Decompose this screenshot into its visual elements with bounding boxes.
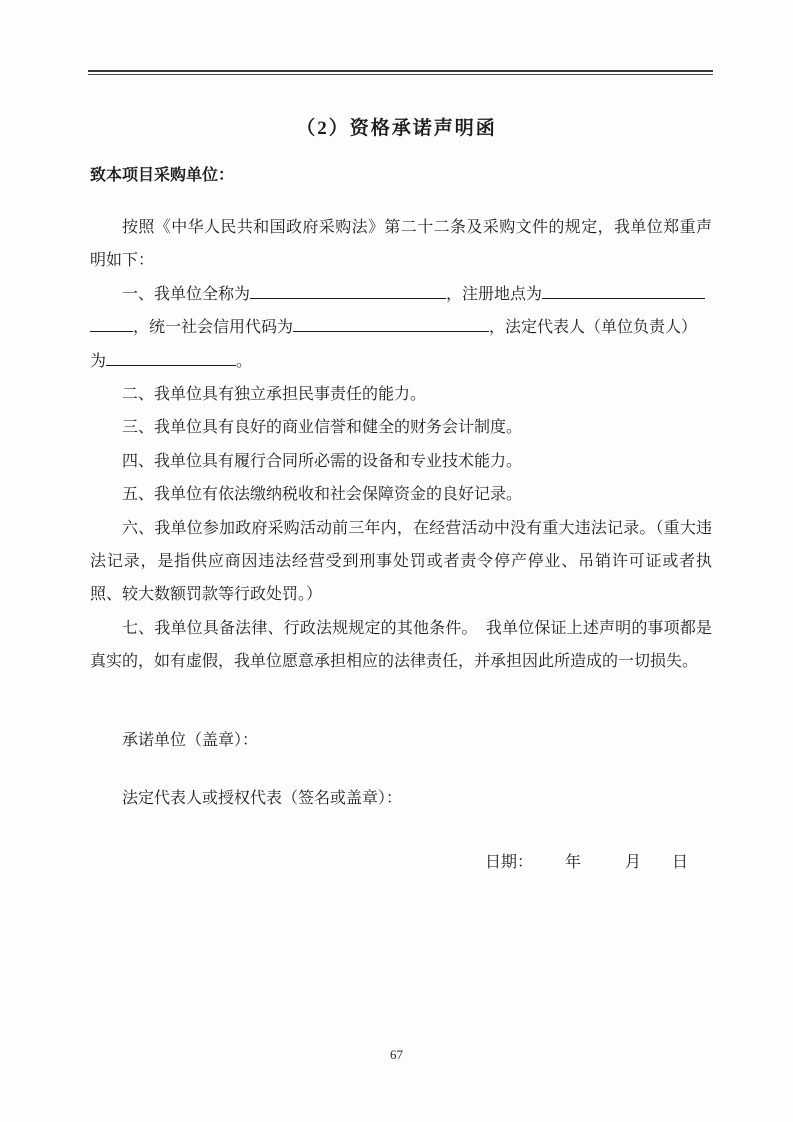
clause-one-line-1 <box>90 278 712 311</box>
company-name-blank <box>250 281 446 299</box>
clause-one-line-2 <box>90 311 712 344</box>
company-name-label: 一、我单位全称为 <box>122 285 251 303</box>
commitment-unit-seal-label: 承诺单位（盖章）： <box>122 732 259 749</box>
registered-address-blank-continued <box>90 314 133 332</box>
representative-prefix: 为 <box>90 352 107 370</box>
clause-three: 三、我单位具有良好的商业信誉和健全的财务会计制度。 <box>122 419 523 437</box>
credit-code-blank <box>293 314 489 332</box>
clause-one-line-3 <box>90 345 712 378</box>
legal-representative-blank <box>106 348 236 366</box>
intro-paragraph: 按照《中华人民共和国政府采购法》第二十二条及采购文件的规定，我单位郑重声明如下： <box>90 219 712 270</box>
registered-address-blank <box>542 281 705 299</box>
clause-six: 六、我单位参加政府采购活动前三年内，在经营活动中没有重大违法记录。（重大违法记录，是指供应商因违法经营受到刑事处罚或者责令停产停业、吊销许可证或者执照、较大数额罚款等行政处罚。） <box>90 519 712 604</box>
header-divider-rule <box>88 70 713 75</box>
clause-two: 二、我单位具有独立承担民事责任的能力。 <box>122 386 427 404</box>
date-year-label: 年 <box>565 854 582 871</box>
page-title: （2）资格承诺声明函 <box>296 117 497 139</box>
date-day-label: 日 <box>672 854 689 871</box>
legal-representative-signature-label: 法定代表人或授权代表（签名或盖章）： <box>122 790 403 807</box>
legal-representative-label: ，法定代表人（单位负责人） <box>489 319 698 337</box>
date-line <box>485 849 688 872</box>
credit-code-label: ，统一社会信用代码为 <box>133 319 294 337</box>
date-label: 日期： <box>485 854 534 871</box>
page-number: 67 <box>390 1047 403 1062</box>
date-month-label: 月 <box>625 854 642 871</box>
clause-five: 五、我单位有依法缴纳税收和社会保障资金的良好记录。 <box>122 486 523 504</box>
clause-seven: 七、我单位具备法律、行政法规规定的其他条件。 我单位保证上述声明的事项都是真实的，如有虚假，我单位愿意承担相应的法律责任，并承担因此所造成的一切损失。 <box>90 619 712 671</box>
registered-address-label: ，注册地点为 <box>446 285 543 303</box>
clause-one-period: 。 <box>236 352 253 370</box>
clause-four: 四、我单位具有履行合同所必需的设备和专业技术能力。 <box>122 452 523 470</box>
document-body <box>90 211 712 679</box>
salutation-line: 致本项目采购单位： <box>90 167 235 184</box>
